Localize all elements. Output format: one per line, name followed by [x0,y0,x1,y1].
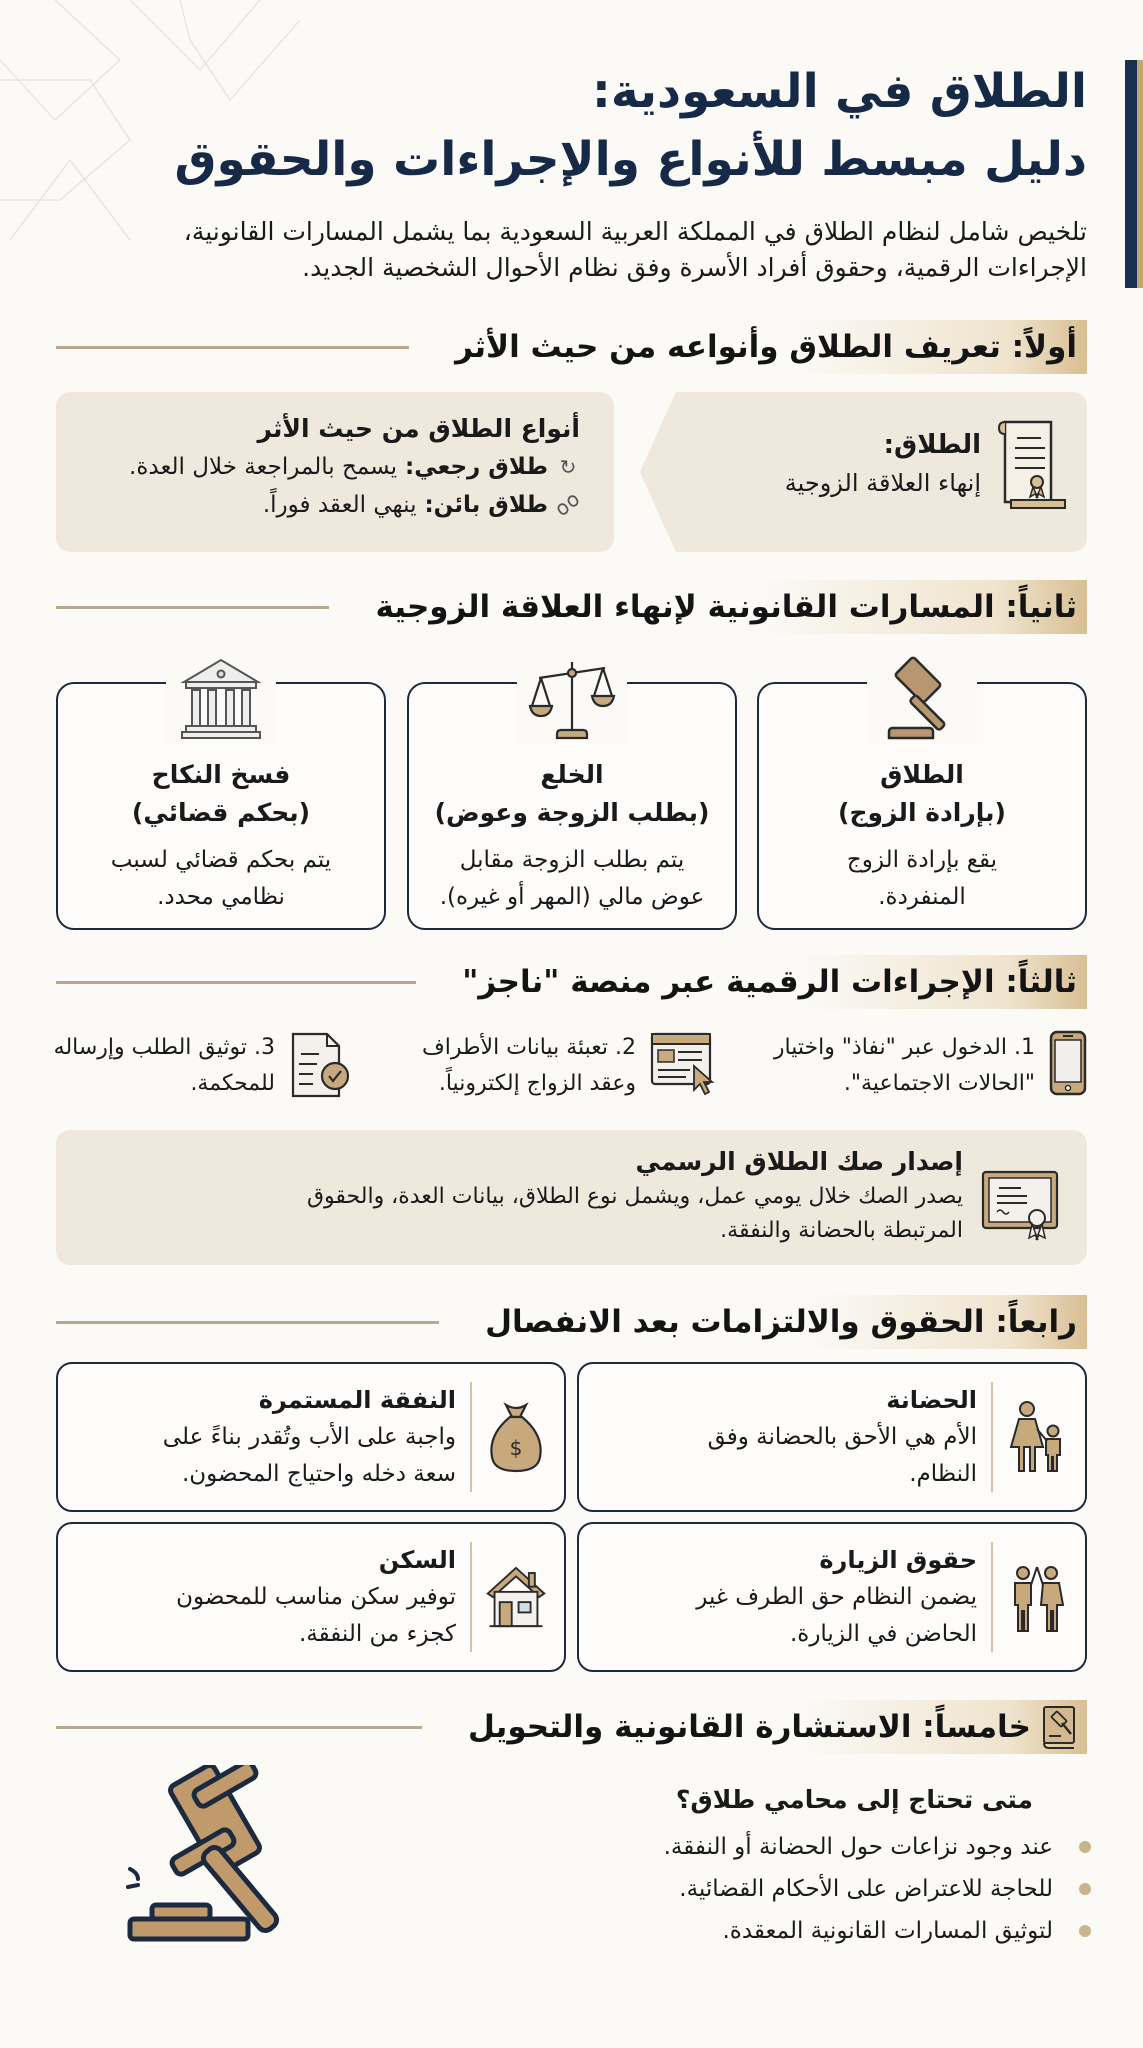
section-2-heading [56,580,1087,634]
step-text-line-1: 1. الدخول عبر "نفاذ" واختيار [773,1035,1035,1060]
title-line-2: دليل مبسط للأنواع والإجراءات والحقوق [174,132,1087,187]
section-heading-text: خامساً: الاستشارة القانونية والتحويل [468,1709,1031,1745]
card-desc-line-1: يضمن النظام حق الطرف غير [696,1583,977,1610]
list-item [664,1910,1091,1952]
card-title: فسخ النكاح [151,760,291,789]
step-text-line-2: "الحالات الاجتماعية". [843,1071,1035,1096]
digital-step-1 [774,1030,1087,1102]
accent-bar-navy [1125,60,1137,288]
divorce-type-irrevocable [76,486,580,524]
certificate-icon [981,1168,1061,1244]
certificate-desc-line-1: يصدر الصك خلال يومي عمل، ويشمل نوع الطلاق، بيانات العدة، والحقوق [306,1184,963,1209]
accent-bar-gold [1137,60,1143,288]
divorce-types-heading: أنواع الطلاق من حيث الأثر [257,414,580,443]
rights-card-alimony [56,1362,566,1512]
bullet-text: عند وجود نزاعات حول الحضانة أو النفقة. [663,1834,1053,1860]
section-3-heading [56,955,1087,1009]
divorce-type-desc: ينهي العقد فوراً. [262,492,417,518]
broken-link-icon [556,493,580,517]
card-desc-line-1: توفير سكن مناسب للمحضون [176,1583,456,1610]
lawyer-reasons-list [663,1826,1053,1952]
digital-step-3 [54,1030,353,1102]
card-divider [991,1382,993,1492]
card-desc-line-2: نظامي محدد. [157,884,285,910]
card-subtitle: (بطلب الزوجة وعوض) [434,798,710,827]
card-desc-line-2: المنفردة. [878,884,966,910]
card-desc-line-2: كجزء من النفقة. [298,1620,456,1647]
law-book-gavel-icon [1041,1704,1077,1750]
card-desc-line-1: يتم بحكم قضائي لسبب [110,847,332,873]
header-accent-bar [1125,60,1143,288]
card-divider [991,1542,993,1652]
scroll-certificate-icon [997,414,1067,514]
visiting-people-icon [1007,1559,1067,1635]
card-subtitle: (بحكم قضائي) [131,798,311,827]
legal-path-card-talaq [757,682,1087,930]
divorce-type-name: طلاق بائن: [424,492,548,518]
list-item [664,1868,1091,1910]
card-title: الحضانة [886,1385,977,1414]
divorce-certificate-panel [56,1130,1087,1265]
card-subtitle: (بإرادة الزوج) [838,798,1006,827]
section-divider-line [56,346,409,349]
definition-term: الطلاق: [883,430,981,460]
subtitle-line-2: الإجراءات الرقمية، وحقوق أفراد الأسرة وفق نظام الأحوال الشخصية الجديد. [302,253,1087,282]
card-desc-line-1: واجبة على الأب وتُقدر بناءً على [162,1423,456,1450]
card-desc-line-2: سعة دخله واحتياج المحضون. [181,1460,456,1487]
web-form-icon [650,1030,716,1096]
courthouse-icon [176,654,266,744]
section-heading-label: ثالثاً: الإجراءات الرقمية عبر منصة "ناجز" [440,955,1087,1009]
bullet-text: للحاجة للاعتراض على الأحكام القضائية. [679,1876,1053,1902]
card-title: الخلع [540,760,604,789]
step-text-line-2: وعقد الزواج إلكترونياً. [438,1071,636,1096]
legal-path-card-annulment [56,682,386,930]
house-icon [486,1559,546,1635]
list-item [664,1826,1091,1868]
card-title: حقوق الزيارة [819,1545,977,1574]
lawyer-question: متى تحتاج إلى محامي طلاق؟ [675,1785,1033,1814]
card-desc-line-1: يتم بطلب الزوجة مقابل [459,847,685,873]
card-divider [470,1542,472,1652]
section-5-heading [56,1700,1087,1754]
section-heading-label [446,1700,1087,1754]
rights-card-visitation [577,1522,1087,1672]
card-title: الطلاق [880,760,964,789]
gavel-icon [877,654,967,744]
document-check-icon [289,1030,353,1100]
card-desc-line-2: النظام. [909,1460,977,1487]
rights-card-custody [577,1362,1087,1512]
certificate-title: إصدار صك الطلاق الرسمي [635,1147,963,1176]
certificate-desc-line-2: المرتبطة بالحضانة والنفقة. [720,1218,963,1243]
bullet-dot [1079,1925,1091,1937]
section-1-heading [56,320,1087,374]
section-heading-label: رابعاً: الحقوق والالتزامات بعد الانفصال [463,1295,1087,1349]
card-title: السكن [378,1545,456,1574]
title-line-1: الطلاق في السعودية: [592,64,1087,119]
page-subtitle [57,214,1087,286]
bullet-text: لتوثيق المسارات القانونية المعقدة. [722,1918,1053,1944]
money-bag-icon [488,1399,544,1475]
smartphone-icon [1049,1030,1087,1096]
section-4-heading [56,1295,1087,1349]
card-title: النفقة المستمرة [258,1385,456,1414]
section-heading-label: أولاً: تعريف الطلاق وأنواعه من حيث الأثر [433,320,1087,374]
large-gavel-icon [120,1765,350,1945]
digital-step-2 [422,1030,716,1102]
section-divider-line [56,1726,422,1729]
section-divider-line [56,981,416,984]
mother-child-icon [1009,1399,1065,1475]
divorce-type-name: طلاق رجعي: [405,454,548,480]
card-desc-line-2: عوض مالي (المهر أو غيره). [439,884,705,910]
divorce-types-panel [56,392,614,552]
bullet-dot [1079,1841,1091,1853]
divorce-type-desc: يسمح بالمراجعة خلال العدة. [129,454,398,480]
step-text-line-1: 3. توثيق الطلب وإرساله [53,1035,275,1060]
card-divider [470,1382,472,1492]
legal-path-card-khula [407,682,737,930]
card-desc-line-2: الحاضن في الزيارة. [789,1620,977,1647]
svg-text:$: $ [509,1436,523,1460]
page-title [174,58,1087,194]
subtitle-line-1: تلخيص شامل لنظام الطلاق في المملكة العربية السعودية بما يشمل المسارات القانونية، [183,217,1087,246]
section-divider-line [56,606,329,609]
scales-of-justice-icon [527,654,617,744]
lawyer-advice-block [663,1780,1053,1952]
card-desc-line-1: يقع بإرادة الزوج [846,847,998,873]
bullet-dot [1079,1883,1091,1895]
definition-panel [640,392,1087,552]
step-text-line-2: للمحكمة. [190,1071,275,1096]
definition-meaning: إنهاء العلاقة الزوجية [784,469,981,497]
divorce-type-revocable [76,448,580,486]
section-divider-line [56,1321,439,1324]
card-desc-line-1: الأم هي الأحق بالحضانة وفق [707,1423,977,1450]
rights-card-housing [56,1522,566,1672]
step-text-line-1: 2. تعبئة بيانات الأطراف [421,1035,636,1060]
section-heading-label: ثانياً: المسارات القانونية لإنهاء العلاقة الزوجية [353,580,1087,634]
refresh-cycle-icon: ↻ [559,455,577,479]
